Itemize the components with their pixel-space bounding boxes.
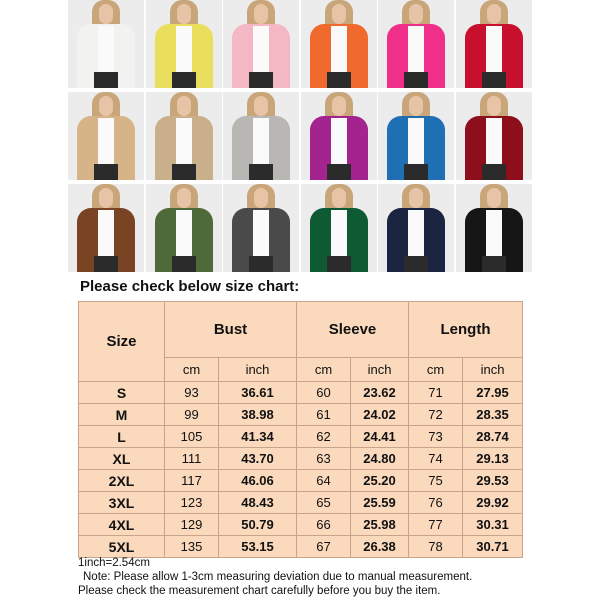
color-swatch[interactable] [301, 92, 377, 180]
model-face [254, 188, 268, 208]
model-face [99, 96, 113, 116]
sleeve-inch-cell: 24.80 [351, 448, 409, 470]
sleeve-inch-cell: 24.41 [351, 426, 409, 448]
length-inch-cell: 27.95 [463, 382, 523, 404]
bust-cm-cell: 123 [165, 492, 219, 514]
model-pants [482, 72, 506, 88]
model-face [487, 4, 501, 24]
sleeve-inch-cell: 25.59 [351, 492, 409, 514]
inner-shirt [408, 118, 424, 164]
inner-shirt [176, 210, 192, 256]
inner-shirt [408, 26, 424, 72]
bust-inch-cell: 46.06 [219, 470, 297, 492]
length-inch-cell: 29.13 [463, 448, 523, 470]
deviation-note: Note: Please allow 1-3cm measuring deviation due to manual measurement. [83, 571, 473, 583]
length-cm-cell: 71 [409, 382, 463, 404]
length-cm-cell: 77 [409, 514, 463, 536]
bust-inch-cell: 53.15 [219, 536, 297, 558]
inner-shirt [98, 26, 114, 72]
inner-shirt [331, 210, 347, 256]
color-swatch[interactable] [223, 184, 299, 272]
size-notes [78, 556, 472, 598]
color-swatch[interactable] [378, 184, 454, 272]
inner-shirt [331, 118, 347, 164]
model-pants [482, 164, 506, 180]
sleeve-cm-cell: 60 [297, 382, 351, 404]
length-cm-cell: 78 [409, 536, 463, 558]
color-swatch[interactable] [223, 0, 299, 88]
length-cm-cell: 75 [409, 470, 463, 492]
model-pants [327, 164, 351, 180]
inner-shirt [486, 210, 502, 256]
inner-shirt [486, 118, 502, 164]
inner-shirt [408, 210, 424, 256]
sleeve-cm-cell: 64 [297, 470, 351, 492]
bust-inch-cell: 50.79 [219, 514, 297, 536]
sleeve-inch-cell: 24.02 [351, 404, 409, 426]
inner-shirt [253, 26, 269, 72]
size-cell: M [79, 404, 165, 426]
model-pants [404, 164, 428, 180]
model-pants [249, 72, 273, 88]
model-pants [249, 256, 273, 272]
bust-inch-cell: 38.98 [219, 404, 297, 426]
model-face [487, 188, 501, 208]
inner-shirt [486, 26, 502, 72]
table-row [79, 382, 523, 404]
model-face [99, 4, 113, 24]
color-swatch[interactable] [146, 0, 222, 88]
model-pants [94, 256, 118, 272]
length-cm-cell: 73 [409, 426, 463, 448]
length-inch-cell: 29.92 [463, 492, 523, 514]
color-swatch[interactable] [378, 92, 454, 180]
inner-shirt [98, 118, 114, 164]
sleeve-inch-cell: 23.62 [351, 382, 409, 404]
color-swatch[interactable] [68, 184, 144, 272]
size-cell: 3XL [79, 492, 165, 514]
model-face [409, 188, 423, 208]
sleeve-cm-cell: 66 [297, 514, 351, 536]
table-row [79, 470, 523, 492]
length-header: Length [409, 302, 523, 358]
size-chart-heading: Please check below size chart: [80, 278, 300, 295]
length-cm-cell: 72 [409, 404, 463, 426]
model-face [332, 188, 346, 208]
color-swatch[interactable] [456, 184, 532, 272]
size-cell: S [79, 382, 165, 404]
size-cell: 5XL [79, 536, 165, 558]
model-face [177, 96, 191, 116]
sleeve-header: Sleeve [297, 302, 409, 358]
length-cm-cell: 74 [409, 448, 463, 470]
sleeve-inch-cell: 26.38 [351, 536, 409, 558]
color-swatch[interactable] [456, 92, 532, 180]
length-cm-header: cm [409, 358, 463, 382]
bust-cm-cell: 93 [165, 382, 219, 404]
check-note: Please check the measurement chart carefully before you buy the item. [78, 585, 441, 597]
model-pants [249, 164, 273, 180]
sleeve-cm-cell: 63 [297, 448, 351, 470]
bust-inch-cell: 36.61 [219, 382, 297, 404]
sleeve-cm-cell: 61 [297, 404, 351, 426]
color-swatch[interactable] [68, 0, 144, 88]
size-cell: L [79, 426, 165, 448]
length-inch-cell: 30.31 [463, 514, 523, 536]
model-pants [172, 256, 196, 272]
length-inch-cell: 29.53 [463, 470, 523, 492]
color-swatch[interactable] [301, 184, 377, 272]
model-face [254, 96, 268, 116]
length-inch-header: inch [463, 358, 523, 382]
model-pants [482, 256, 506, 272]
model-face [177, 188, 191, 208]
size-chart-table [78, 301, 523, 558]
bust-inch-cell: 41.34 [219, 426, 297, 448]
model-pants [172, 72, 196, 88]
inner-shirt [176, 118, 192, 164]
inner-shirt [176, 26, 192, 72]
model-face [409, 96, 423, 116]
model-pants [404, 72, 428, 88]
bust-cm-header: cm [165, 358, 219, 382]
length-inch-cell: 30.71 [463, 536, 523, 558]
bust-inch-header: inch [219, 358, 297, 382]
inner-shirt [253, 118, 269, 164]
length-cm-cell: 76 [409, 492, 463, 514]
sleeve-cm-cell: 62 [297, 426, 351, 448]
bust-header: Bust [165, 302, 297, 358]
model-face [332, 96, 346, 116]
model-pants [172, 164, 196, 180]
size-header: Size [79, 302, 165, 382]
table-row [79, 514, 523, 536]
color-swatch[interactable] [301, 0, 377, 88]
size-cell: XL [79, 448, 165, 470]
sleeve-cm-cell: 67 [297, 536, 351, 558]
sleeve-cm-cell: 65 [297, 492, 351, 514]
color-swatch[interactable] [456, 0, 532, 88]
model-face [332, 4, 346, 24]
table-row [79, 448, 523, 470]
size-cell: 2XL [79, 470, 165, 492]
product-color-grid [68, 0, 532, 272]
color-swatch[interactable] [146, 92, 222, 180]
size-cell: 4XL [79, 514, 165, 536]
length-inch-cell: 28.74 [463, 426, 523, 448]
model-face [409, 4, 423, 24]
bust-inch-cell: 48.43 [219, 492, 297, 514]
model-face [254, 4, 268, 24]
bust-cm-cell: 135 [165, 536, 219, 558]
sleeve-inch-header: inch [351, 358, 409, 382]
bust-cm-cell: 117 [165, 470, 219, 492]
model-pants [94, 164, 118, 180]
inner-shirt [331, 26, 347, 72]
color-swatch[interactable] [146, 184, 222, 272]
bust-inch-cell: 43.70 [219, 448, 297, 470]
bust-cm-cell: 99 [165, 404, 219, 426]
model-face [99, 188, 113, 208]
conversion-note: 1inch=2.54cm [78, 557, 150, 569]
bust-cm-cell: 105 [165, 426, 219, 448]
model-face [487, 96, 501, 116]
sleeve-cm-header: cm [297, 358, 351, 382]
length-inch-cell: 28.35 [463, 404, 523, 426]
bust-cm-cell: 111 [165, 448, 219, 470]
table-row [79, 536, 523, 558]
table-row [79, 492, 523, 514]
inner-shirt [98, 210, 114, 256]
color-swatch[interactable] [223, 92, 299, 180]
model-face [177, 4, 191, 24]
model-pants [327, 72, 351, 88]
bust-cm-cell: 129 [165, 514, 219, 536]
sleeve-inch-cell: 25.20 [351, 470, 409, 492]
model-pants [94, 72, 118, 88]
table-row [79, 426, 523, 448]
sleeve-inch-cell: 25.98 [351, 514, 409, 536]
model-pants [404, 256, 428, 272]
inner-shirt [253, 210, 269, 256]
model-pants [327, 256, 351, 272]
color-swatch[interactable] [68, 92, 144, 180]
table-row [79, 404, 523, 426]
color-swatch[interactable] [378, 0, 454, 88]
